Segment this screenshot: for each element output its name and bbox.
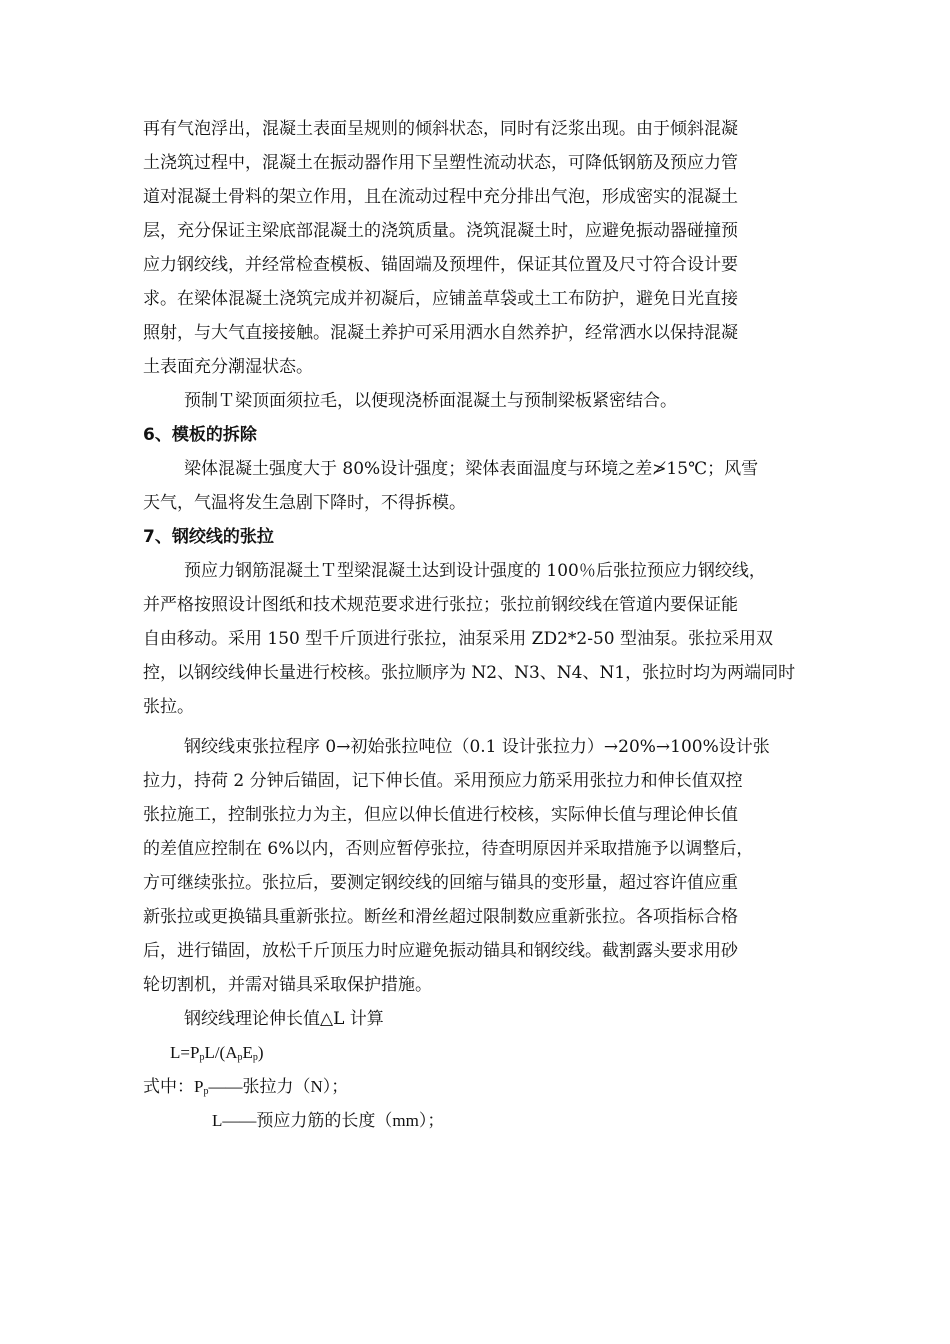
text-line: 再有气泡浮出，混凝土表面呈规则的倾斜状态，同时有泛浆出现。由于倾斜混凝	[143, 119, 738, 139]
text-line: 钢绞线束张拉程序 0→初始张拉吨位（0.1 设计张拉力）→20%→100%设计张	[184, 737, 770, 757]
formula-part: E	[242, 1043, 253, 1062]
formula-subscript: p	[237, 1052, 243, 1063]
formula-subscript: p	[252, 1052, 258, 1063]
formula-subscript: p	[199, 1052, 205, 1063]
text-line: 求。在梁体混凝土浇筑完成并初凝后，应铺盖草袋或土工布防护，避免日光直接	[143, 289, 738, 309]
text-line: 后，进行锚固，放松千斤顶压力时应避免振动锚具和钢绞线。截割露头要求用砂	[143, 941, 738, 961]
section-7-paragraph-1	[143, 554, 813, 724]
text-line: 并严格按照设计图纸和技术规范要求进行张拉；张拉前钢绞线在管道内要保证能	[143, 595, 738, 615]
pp-description: ——张拉力（N）；	[208, 1077, 349, 1096]
paragraph-pouring	[143, 112, 813, 384]
where-pp-line	[143, 1070, 813, 1104]
text-line: 张拉施工，控制张拉力为主，但应以伸长值进行校核，实际伸长值与理论伸长值	[143, 805, 738, 825]
section-7-heading: 7、钢绞线的张拉	[143, 527, 274, 547]
document-page	[143, 112, 813, 1138]
calc-title: 钢绞线理论伸长值△L 计算	[184, 1009, 384, 1029]
text-line: 张拉。	[143, 697, 194, 717]
text-line: 应力钢绞线，并经常检查模板、锚固端及预埋件，保证其位置及尺寸符合设计要	[143, 255, 738, 275]
text-line: 拉力，持荷 2 分钟后锚固，记下伸长值。采用预应力筋采用张拉力和伸长值双控	[143, 771, 743, 791]
text-line: 的差值应控制在 6%以内，否则应暂停张拉，待查明原因并采取措施予以调整后，	[143, 839, 754, 859]
where-l-line: L——预应力筋的长度（mm）；	[212, 1111, 445, 1130]
text-line: 新张拉或更换锚具重新张拉。断丝和滑丝超过限制数应重新张拉。各项指标合格	[143, 907, 738, 927]
formula-part: L/(A	[204, 1043, 238, 1062]
text-line: 土浇筑过程中，混凝土在振动器作用下呈塑性流动状态，可降低钢筋及预应力管	[143, 153, 738, 173]
paragraph-roughen: 预制Ｔ梁顶面须拉毛，以便现浇桥面混凝土与预制梁板紧密结合。	[184, 391, 677, 411]
section-7-paragraph-2	[143, 730, 813, 1002]
text-line: 梁体混凝土强度大于 80%设计强度；梁体表面温度与环境之差≯15℃；风雪	[184, 459, 759, 479]
section-6-heading: 6、模板的拆除	[143, 425, 257, 445]
text-line: 轮切割机，并需对锚具采取保护措施。	[143, 975, 432, 995]
elongation-formula	[143, 1036, 813, 1070]
where-prefix: 式中：	[143, 1077, 194, 1096]
text-line: 自由移动。采用 150 型千斤顶进行张拉，油泵采用 ZD2*2-50 型油泵。张拉采用双	[143, 629, 774, 649]
pp-symbol: P	[194, 1077, 204, 1096]
text-line: 天气，气温将发生急剧下降时，不得拆模。	[143, 493, 466, 513]
text-line: 道对混凝土骨料的架立作用，且在流动过程中充分排出气泡，形成密实的混凝土	[143, 187, 738, 207]
formula-part: )	[257, 1043, 264, 1062]
text-line: 方可继续张拉。张拉后，要测定钢绞线的回缩与锚具的变形量，超过容许值应重	[143, 873, 738, 893]
text-line: 控，以钢绞线伸长量进行校核。张拉顺序为 N2、N3、N4、N1，张拉时均为两端同时	[143, 663, 796, 683]
text-line: 层，充分保证主梁底部混凝土的浇筑质量。浇筑混凝土时，应避免振动器碰撞预	[143, 221, 738, 241]
text-line: 预应力钢筋混凝土Ｔ型梁混凝土达到设计强度的 100％后张拉预应力钢绞线，	[184, 561, 766, 581]
formula-part: L=P	[170, 1043, 200, 1062]
pp-subscript: p	[203, 1086, 209, 1097]
text-line: 照射，与大气直接接触。混凝土养护可采用洒水自然养护，经常洒水以保持混凝	[143, 323, 738, 343]
section-6-body	[143, 452, 813, 520]
text-line: 土表面充分潮湿状态。	[143, 357, 313, 377]
